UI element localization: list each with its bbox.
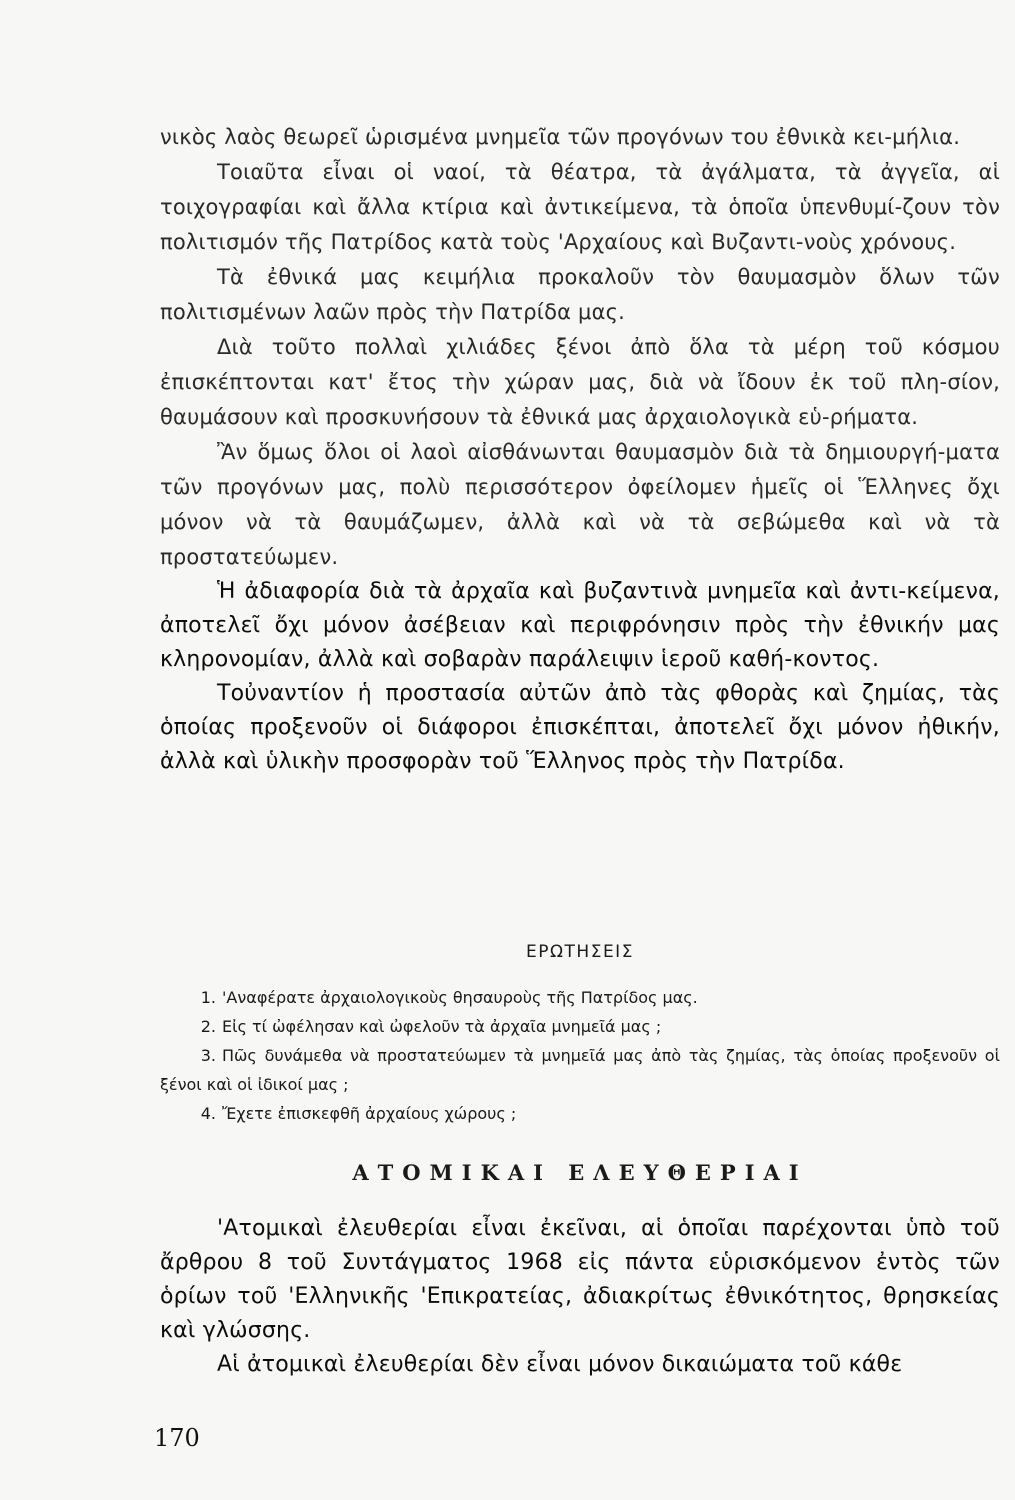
question-text: Ἔχετε ἐπισκεφθῆ ἀρχαίους χώρους ; — [222, 1104, 517, 1123]
question-number: 3. — [200, 1046, 216, 1065]
question-item — [160, 1041, 1000, 1099]
paragraph: νικὸς λαὸς θεωρεῖ ὡρισμένα μνημεῖα τῶν προγόνων του ἐθνικὰ κει-μήλια. — [160, 125, 961, 149]
questions-list — [160, 983, 1000, 1128]
question-number: 1. — [200, 988, 216, 1007]
paragraph: Ἡ ἀδιαφορία διὰ τὰ ἀρχαῖα καὶ βυζαντινὰ μνημεῖα καὶ ἀντι-κείμενα, ἀποτελεῖ ὄχι μόνον ἀσέβειαν καὶ περιφρόνησιν πρὸς τὴν ἐθνικήν μας κληρονομίαν, ἀλλὰ καὶ σοβαρὰν παράλειψιν ἱεροῦ καθή-κοντος. — [160, 579, 1000, 672]
question-item — [160, 983, 1000, 1012]
question-number: 4. — [200, 1104, 216, 1123]
question-number: 2. — [200, 1017, 216, 1036]
paragraph: Τὰ ἐθνικά μας κειμήλια προκαλοῦν τὸν θαυμασμὸν ὅλων τῶν πολιτισμένων λαῶν πρὸς τὴν Πατρίδα μας. — [160, 265, 1000, 324]
section-title: ΑΤΟΜΙΚΑΙ ΕΛΕΥΘΕΡΙΑΙ — [352, 1160, 808, 1185]
paragraph: 'Ατομικαὶ ἐλευθερίαι εἶναι ἐκεῖναι, αἱ ὁποῖαι παρέχονται ὑπὸ τοῦ ἄρθρου 8 τοῦ Συντάγματος 1968 εἰς πάντα εὑρισκόμενον ἐντὸς τῶν ὁρίων τοῦ 'Ελληνικῆς 'Επικρατείας, ἀδιακρίτως ἐθνικότητος, θρησκείας καὶ γλώσσης. — [160, 1216, 1000, 1343]
paragraph: Ἂν ὅμως ὅλοι οἱ λαοὶ αἰσθάνωνται θαυμασμὸν διὰ τὰ δημιουργή-ματα τῶν προγόνων μας, πολὺ περισσότερον ὀφείλομεν ἡμεῖς οἱ Ἕλληνες ὄχι μόνον νὰ τὰ θαυμάζωμεν, ἀλλὰ καὶ νὰ τὰ σεβώμεθα καὶ νὰ τὰ προστατεύωμεν. — [160, 440, 1000, 569]
question-text: Πῶς δυνάμεθα νὰ προστατεύωμεν τὰ μνημεῖά μας ἀπὸ τὰς ζημίας, τὰς ὁποίας προξενοῦν οἱ ξένοι καὶ οἱ ἰδικοί μας ; — [160, 1046, 1000, 1094]
paragraph: Τοιαῦτα εἶναι οἱ ναοί, τὰ θέατρα, τὰ ἀγάλματα, τὰ ἀγγεῖα, αἱ τοιχογραφίαι καὶ ἄλλα κτίρια καὶ ἀντικείμενα, τὰ ὁποῖα ὑπενθυμί-ζουν τὸν πολιτισμόν τῆς Πατρίδος κατὰ τοὺς 'Αρχαίους καὶ Βυζαντι-νοὺς χρόνους. — [160, 160, 1000, 254]
body-text — [160, 120, 1000, 779]
question-text: 'Αναφέρατε ἀρχαιολογικοὺς θησαυροὺς τῆς Πατρίδος μας. — [222, 988, 698, 1007]
question-item — [160, 1012, 1000, 1041]
question-text: Εἰς τί ὠφέλησαν καὶ ὠφελοῦν τὰ ἀρχαῖα μνημεῖά μας ; — [222, 1017, 662, 1036]
section-text — [160, 1212, 1000, 1382]
question-item — [160, 1099, 1000, 1128]
questions-heading: ΕΡΩΤΗΣΕΙΣ — [526, 942, 634, 962]
paragraph: Αἱ ἀτομικαὶ ἐλευθερίαι δὲν εἶναι μόνον δικαιώματα τοῦ κάθε — [217, 1352, 903, 1377]
page-number: 170 — [154, 1424, 200, 1452]
paragraph: Τοὐναντίον ἡ προστασία αὐτῶν ἀπὸ τὰς φθορὰς καὶ ζημίας, τὰς ὁποίας προξενοῦν οἱ διάφοροι ἐπισκέπται, ἀποτελεῖ ὄχι μόνον ἠθικήν, ἀλλὰ καὶ ὑλικὴν προσφορὰν τοῦ Ἕλληνος πρὸς τὴν Πατρίδα. — [160, 681, 1000, 774]
paragraph: Διὰ τοῦτο πολλαὶ χιλιάδες ξένοι ἀπὸ ὅλα τὰ μέρη τοῦ κόσμου ἐπισκέπτονται κατ' ἔτος τὴν χώραν μας, διὰ νὰ ἴδουν ἐκ τοῦ πλη-σίον, θαυμάσουν καὶ προσκυνήσουν τὰ ἐθνικά μας ἀρχαιολογικὰ εὑ-ρήματα. — [160, 335, 1000, 429]
